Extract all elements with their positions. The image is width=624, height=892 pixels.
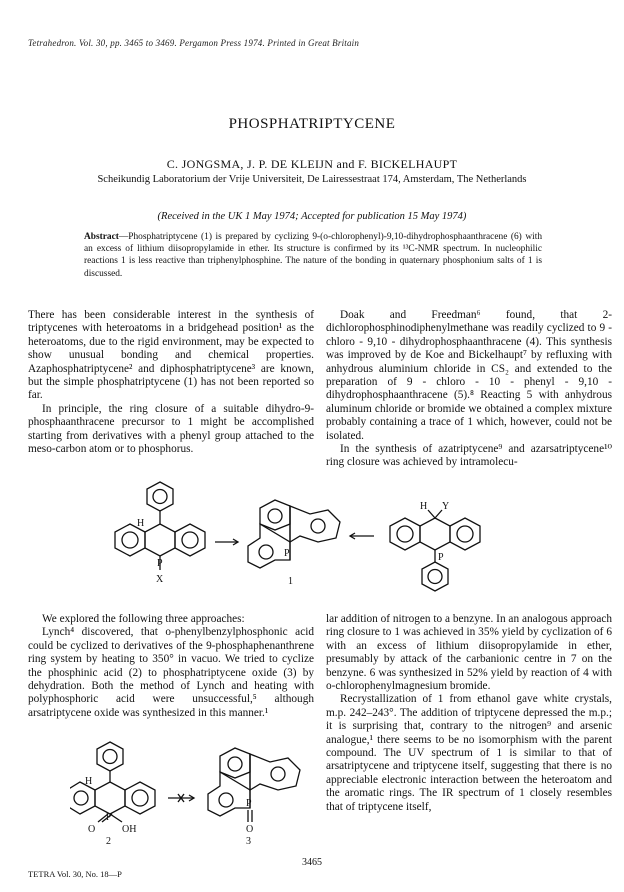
compound-number-1: 1 xyxy=(288,576,293,587)
phosphatriptycene xyxy=(248,500,340,587)
affiliation: Scheikundig Laboratorium der Vrije Universiteit, De Lairessestraat 174, Amsterdam, The Netherlands xyxy=(97,174,527,185)
page-number: 3465 xyxy=(302,857,322,868)
right-column-bottom xyxy=(326,613,612,814)
compound-number-2: 2 xyxy=(106,836,111,845)
paragraph: Lynch⁴ discovered, that o-phenylbenzylphosphonic acid could be cyclized to derivatives of the 9-phosphaphenanthrene ring system by heating to 350° in vacuo. We tried to cyclize the phosphinic acid (2) to phosphatriptycene oxide (3) by dehydration. Both the method of Lynch and heating with polyphosphoric acid were unsuccessful,⁵ although arsatriptycene oxide was synthesized in this manner.¹ xyxy=(28,626,314,719)
paragraph: lar addition of nitrogen to a benzyne. In an analogous approach ring closure to 1 was achieved in 35% yield by cyclization of 6 with an excess of lithium diisopropylamide in ether, presumably by attack of the carbanionic centre in 7 on the benzyne. 6 was synthesized in 52% yield by reaction of 4 with o-chlorophenylmagnesium bromide. xyxy=(326,613,612,693)
label-h: H xyxy=(137,518,145,529)
dihydrophosphaanthracene-x xyxy=(115,482,205,585)
right-column-top xyxy=(326,309,612,470)
label-o: O xyxy=(88,824,96,835)
paragraph: We explored the following three approaches: xyxy=(42,613,245,625)
label-p: P xyxy=(438,552,444,563)
compound-number-3: 3 xyxy=(246,836,251,845)
label-p: P xyxy=(246,798,252,809)
reaction-scheme-2 xyxy=(70,740,320,845)
dihydrophosphaanthracene-y xyxy=(390,501,480,591)
not-feasible-arrow xyxy=(168,794,194,802)
label-h: H xyxy=(420,501,428,512)
abstract-label: Abstract xyxy=(84,232,119,242)
left-column-bottom xyxy=(28,613,314,720)
received-dates: (Received in the UK 1 May 1974; Accepted for publication 15 May 1974) xyxy=(157,211,467,222)
label-oh: OH xyxy=(122,824,137,835)
label-p: P xyxy=(284,548,290,559)
reaction-scheme-1 xyxy=(60,480,570,605)
paper-title: PHOSPHATRIPTYCENE xyxy=(228,116,396,132)
abstract-text: —Phosphatriptycene (1) is prepared by cyclizing 9-(o-chlorophenyl)-9,10-dihydrophosphaanthracene (6) with an excess of lithium diisopropylamide in ether. Its structure is confirmed by its ¹³C-NMR spectrum. In nucleophilic reactions 1 is less reactive than triphenylphosphine. The nature of the bonding in quaternary phosphonium salts of 1 is discussed. xyxy=(84,232,542,279)
phosphatriptycene-oxide-3 xyxy=(208,748,300,845)
label-x: X xyxy=(156,574,164,585)
paragraph: In the synthesis of azatriptycene⁹ and azarsatriptycene¹⁰ ring closure was achieved by intramolecu- xyxy=(326,443,612,469)
running-head: Tetrahedron. Vol. 30, pp. 3465 to 3469. Pergamon Press 1974. Printed in Great Britain xyxy=(28,38,360,48)
arrow-right xyxy=(215,539,238,545)
journal-footer: TETRA Vol. 30, No. 18—P xyxy=(28,869,122,879)
left-column-top xyxy=(28,309,314,456)
label-y: Y xyxy=(442,501,450,512)
arrow-left xyxy=(350,533,374,539)
paragraph: Recrystallization of 1 from ethanol gave white crystals, m.p. 242–243°. The addition of triptycene depressed the m.p.; it is surprising that, contrary to the nitrogen⁹ and arsenic analogue,¹ there seems to be no isomorphism with the parent compound. The UV spectrum of 1 is similar to that of arsatriptycene and triptycene itself, suggesting that there is no appreciable electronic interaction between the heteroatom and the aromatic rings. The IR spectrum of 1 closely resembles that of triptycene itself, xyxy=(326,693,612,813)
authors: C. JONGSMA, J. P. DE KLEIJN and F. BICKELHAUPT xyxy=(166,157,458,171)
paragraph: Doak and Freedman⁶ found, that 2-dichlorophosphinodiphenylmethane was readily cyclized to 9 - chloro - 9,10 - dihydrophosphaanthracene (4). This synthesis was improved by de Koe and Bickelhaupt⁷ by refluxing with anhydrous aluminium chloride in CS₂ and extended to the preparation of 9 - chloro - 10 - phenyl - 9,10 - dihydrophosphaanthracene (5).⁸ Reacting 5 with anhydrous aluminum chloride or bromide we obtained a complex mixture probably containing a trace of 1 which, however, could not be isolated. xyxy=(326,309,612,442)
phosphinic-acid-2 xyxy=(70,742,155,845)
label-p: P xyxy=(157,558,163,569)
label-o: O xyxy=(246,824,254,835)
label-p: P xyxy=(106,812,112,822)
label-h: H xyxy=(85,776,93,787)
abstract xyxy=(84,231,542,280)
paragraph: There has been considerable interest in the synthesis of triptycenes with heteroatoms in a bridgehead position¹ as the heteroatoms, due to the rigid environment, may be expected to show unusual bonding and chemical properties. Azaphosphatriptycene² and diphosphatriptycene³ are known, but the simple phosphatriptycene (1) has not been reported so far. xyxy=(28,309,314,402)
paragraph: In principle, the ring closure of a suitable dihydro-9-phosphaanthracene precursor to 1 might be accomplished starting from derivatives with a phenyl group attached to the meso-carbon atom or to phosphorus. xyxy=(28,402,314,456)
